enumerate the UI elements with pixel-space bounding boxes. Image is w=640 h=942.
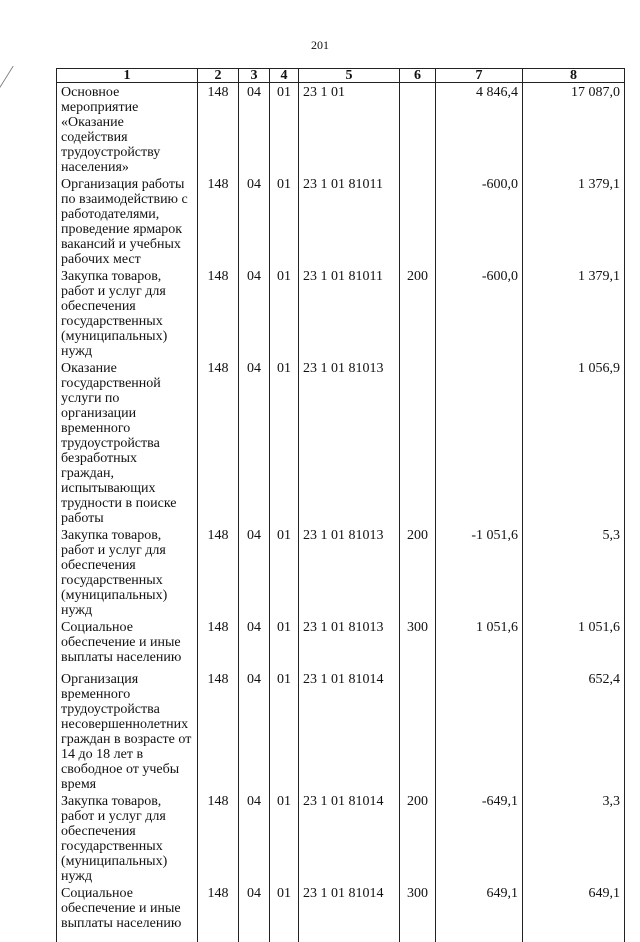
table-row — [57, 526, 625, 618]
row-name: Основное мероприятие «Оказание содействия трудоустройству населения» — [57, 83, 198, 176]
budget-table — [56, 68, 625, 942]
row-target-code: 23 1 01 81011 — [299, 175, 400, 267]
row-total-amount: 1 056,9 — [523, 359, 625, 526]
row-change-amount: 649,1 — [436, 884, 523, 942]
row-name: Социальное обеспечение и иные выплаты населению — [57, 618, 198, 670]
row-expense-type — [400, 175, 436, 267]
row-section-code: 04 — [239, 884, 270, 942]
row-subsection-code: 01 — [270, 267, 299, 359]
row-target-code: 23 1 01 81014 — [299, 670, 400, 792]
row-target-code: 23 1 01 81013 — [299, 526, 400, 618]
row-change-amount — [436, 670, 523, 792]
row-total-amount: 1 379,1 — [523, 175, 625, 267]
header-col-4: 4 — [270, 69, 299, 83]
row-ministry-code: 148 — [198, 670, 239, 792]
row-expense-type — [400, 359, 436, 526]
header-col-6: 6 — [400, 69, 436, 83]
header-col-7: 7 — [436, 69, 523, 83]
row-section-code: 04 — [239, 670, 270, 792]
row-expense-type — [400, 83, 436, 176]
table-row — [57, 618, 625, 670]
row-target-code: 23 1 01 81013 — [299, 359, 400, 526]
header-col-1: 1 — [57, 69, 198, 83]
row-name: Закупка товаров, работ и услуг для обеспечения государственных (муниципальных) нужд — [57, 267, 198, 359]
header-row — [57, 69, 625, 83]
row-name: Закупка товаров, работ и услуг для обеспечения государственных (муниципальных) нужд — [57, 792, 198, 884]
row-target-code: 23 1 01 81014 — [299, 884, 400, 942]
row-subsection-code: 01 — [270, 359, 299, 526]
header-col-5: 5 — [299, 69, 400, 83]
row-target-code: 23 1 01 81013 — [299, 618, 400, 670]
row-section-code: 04 — [239, 83, 270, 176]
row-name: Социальное обеспечение и иные выплаты населению — [57, 884, 198, 942]
table-header — [57, 69, 625, 83]
row-total-amount: 5,3 — [523, 526, 625, 618]
table-row — [57, 267, 625, 359]
row-ministry-code: 148 — [198, 792, 239, 884]
row-ministry-code: 148 — [198, 618, 239, 670]
row-expense-type: 200 — [400, 267, 436, 359]
row-name: Закупка товаров, работ и услуг для обеспечения государственных (муниципальных) нужд — [57, 526, 198, 618]
row-target-code: 23 1 01 — [299, 83, 400, 176]
row-total-amount: 1 051,6 — [523, 618, 625, 670]
table-row — [57, 359, 625, 526]
table-body — [57, 83, 625, 942]
row-ministry-code: 148 — [198, 526, 239, 618]
table-row — [57, 670, 625, 792]
row-section-code: 04 — [239, 175, 270, 267]
row-expense-type: 300 — [400, 884, 436, 942]
row-name: Организация работы по взаимодействию с работодателями, проведение ярмарок вакансий и учебных рабочих мест — [57, 175, 198, 267]
row-subsection-code: 01 — [270, 175, 299, 267]
row-section-code: 04 — [239, 526, 270, 618]
row-ministry-code: 148 — [198, 359, 239, 526]
header-col-8: 8 — [523, 69, 625, 83]
row-total-amount: 3,3 — [523, 792, 625, 884]
row-change-amount: 4 846,4 — [436, 83, 523, 176]
header-col-3: 3 — [239, 69, 270, 83]
table-row — [57, 175, 625, 267]
row-expense-type — [400, 670, 436, 792]
row-expense-type: 200 — [400, 526, 436, 618]
row-subsection-code: 01 — [270, 884, 299, 942]
row-section-code: 04 — [239, 359, 270, 526]
row-change-amount: -600,0 — [436, 267, 523, 359]
table-row — [57, 83, 625, 176]
row-change-amount: -1 051,6 — [436, 526, 523, 618]
row-ministry-code: 148 — [198, 83, 239, 176]
row-subsection-code: 01 — [270, 618, 299, 670]
row-change-amount: 1 051,6 — [436, 618, 523, 670]
row-target-code: 23 1 01 81014 — [299, 792, 400, 884]
row-change-amount — [436, 359, 523, 526]
row-subsection-code: 01 — [270, 526, 299, 618]
row-total-amount: 17 087,0 — [523, 83, 625, 176]
row-expense-type: 200 — [400, 792, 436, 884]
row-change-amount: -649,1 — [436, 792, 523, 884]
row-total-amount: 1 379,1 — [523, 267, 625, 359]
row-total-amount: 652,4 — [523, 670, 625, 792]
row-ministry-code: 148 — [198, 175, 239, 267]
row-ministry-code: 148 — [198, 884, 239, 942]
table-row — [57, 792, 625, 884]
row-subsection-code: 01 — [270, 83, 299, 176]
table-row — [57, 884, 625, 942]
row-subsection-code: 01 — [270, 670, 299, 792]
row-section-code: 04 — [239, 618, 270, 670]
row-total-amount: 649,1 — [523, 884, 625, 942]
row-expense-type: 300 — [400, 618, 436, 670]
row-subsection-code: 01 — [270, 792, 299, 884]
row-target-code: 23 1 01 81011 — [299, 267, 400, 359]
header-col-2: 2 — [198, 69, 239, 83]
scan-artifact-line — [0, 66, 34, 94]
row-section-code: 04 — [239, 267, 270, 359]
row-change-amount: -600,0 — [436, 175, 523, 267]
row-section-code: 04 — [239, 792, 270, 884]
page-number: 201 — [0, 38, 640, 53]
row-ministry-code: 148 — [198, 267, 239, 359]
row-name: Оказание государственной услуги по организации временного трудоустройства безработных граждан, испытывающих трудности в поиске работы — [57, 359, 198, 526]
row-name: Организация временного трудоустройства несовершеннолетних граждан в возрасте от 14 до 18 лет в свободное от учебы время — [57, 670, 198, 792]
